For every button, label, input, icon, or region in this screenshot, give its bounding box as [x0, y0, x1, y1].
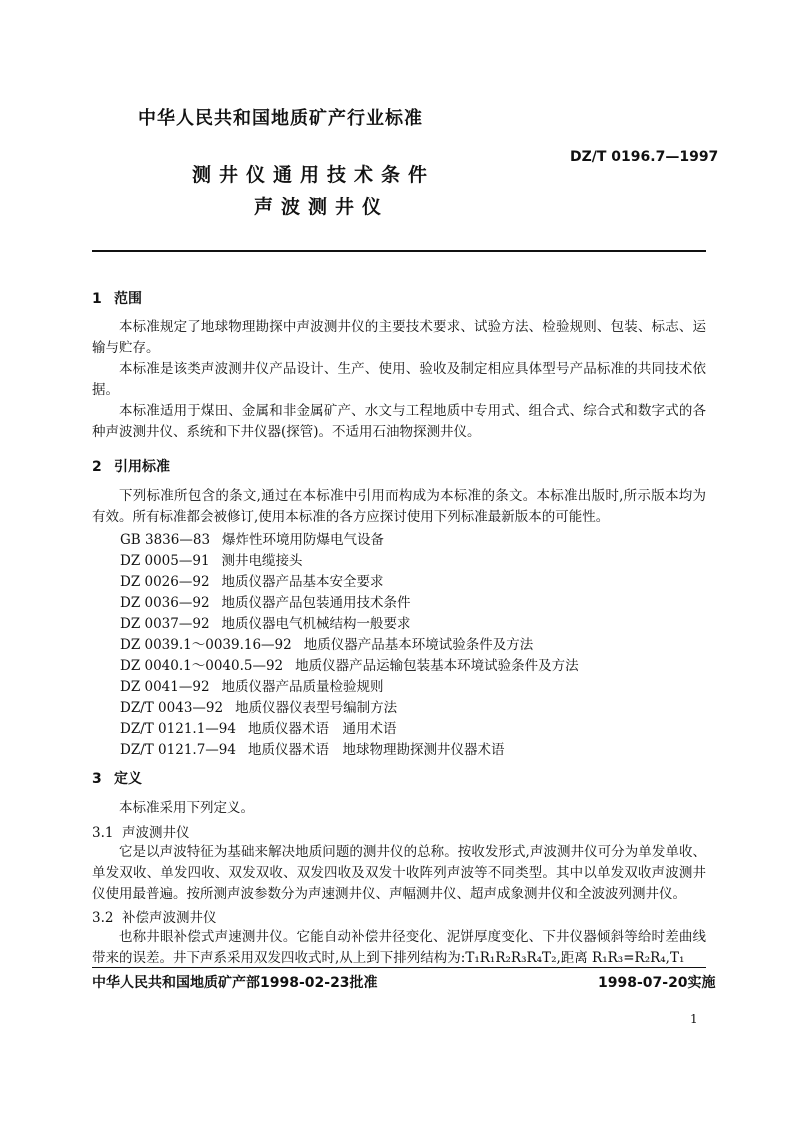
- paragraph: 本标准适用于煤田、金属和非金属矿产、水文与工程地质中专用式、组合式、综合式和数字式的各种声波测井仪、系统和下井仪器(探管)。不适用石油物探测井仪。: [92, 403, 706, 440]
- reference-title: 地质仪器电气机械结构一般要求: [221, 616, 411, 632]
- standard-category-heading: 中华人民共和国地质矿产行业标准: [138, 108, 423, 129]
- document-title: 测井仪通用技术条件: [192, 164, 436, 186]
- approval-note: 中华人民共和国地质矿产部1998-02-23批准: [92, 975, 378, 991]
- reference-code: DZ/T 0121.7—94: [120, 742, 236, 758]
- implementation-date: 1998-07-20实施: [598, 975, 716, 991]
- standard-code: DZ/T 0196.7—1997: [570, 149, 719, 165]
- reference-item: [120, 696, 397, 716]
- header-divider: [92, 250, 706, 252]
- subsection-heading: [92, 821, 190, 841]
- reference-item: [120, 528, 384, 548]
- reference-item: [120, 675, 384, 695]
- reference-title: 爆炸性环境用防爆电气设备: [222, 532, 385, 548]
- section-3-heading: [92, 768, 142, 788]
- paragraph: 下列标准所包含的条文,通过在本标准中引用而构成为本标准的条文。本标准出版时,所示版本均为有效。所有标准都会被修订,使用本标准的各方应探讨使用下列标准最新版本的可能性。: [92, 488, 706, 525]
- reference-code: DZ/T 0121.1—94: [120, 721, 236, 737]
- reference-code: DZ 0040.1～0040.5—92: [120, 658, 284, 674]
- paragraph: 也称井眼补偿式声速测井仪。它能自动补偿井径变化、泥饼厚度变化、下井仪器倾斜等给时差曲线带来的误差。井下声系采用双发四收式时,从上到下排列结构为:T₁R₁R₂R₃R₄T₂,距离 R₁R₃=R₂R₄,T₁: [92, 929, 706, 966]
- reference-code: DZ 0039.1～0039.16—92: [120, 637, 292, 653]
- reference-code: DZ 0026—92: [120, 574, 210, 590]
- section-number: 3: [92, 771, 102, 787]
- reference-title: 地质仪器术语 通用术语: [247, 721, 397, 737]
- section-title: 范围: [114, 291, 142, 307]
- reference-code: DZ 0037—92: [120, 616, 210, 632]
- reference-code: DZ 0005—91: [120, 553, 210, 569]
- subsection-title: 补偿声波测井仪: [122, 910, 217, 926]
- reference-title: 地质仪器产品包装通用技术条件: [221, 595, 411, 611]
- reference-item: [120, 654, 579, 674]
- reference-code: GB 3836—83: [120, 532, 211, 548]
- reference-code: DZ/T 0043—92: [120, 700, 224, 716]
- reference-code: DZ 0041—92: [120, 679, 210, 695]
- section-title: 定义: [114, 771, 142, 787]
- document-subtitle: 声波测井仪: [254, 196, 390, 218]
- subsection-number: 3.1: [92, 825, 114, 841]
- reference-title: 地质仪器产品基本环境试验条件及方法: [303, 637, 534, 653]
- subsection-heading: [92, 906, 217, 926]
- subsection-title: 声波测井仪: [122, 825, 190, 841]
- reference-item: [120, 738, 504, 758]
- reference-item: [120, 717, 396, 737]
- reference-item: [120, 612, 411, 632]
- section-1-heading: [92, 288, 142, 308]
- reference-title: 地质仪器产品基本安全要求: [221, 574, 384, 590]
- subsection-number: 3.2: [92, 910, 114, 926]
- reference-code: DZ 0036—92: [120, 595, 210, 611]
- reference-title: 地质仪器术语 地球物理勘探测井仪器术语: [247, 742, 505, 758]
- paragraph: 本标准采用下列定义。: [119, 800, 254, 816]
- section-title: 引用标准: [114, 459, 170, 475]
- section-number: 2: [92, 459, 102, 475]
- section-number: 1: [92, 291, 102, 307]
- page-number: 1: [690, 1012, 698, 1026]
- section-2-heading: [92, 456, 170, 476]
- reference-item: [120, 570, 384, 590]
- paragraph: 本标准是该类声波测井仪产品设计、生产、使用、验收及制定相应具体型号产品标准的共同技术依据。: [92, 361, 706, 398]
- reference-item: [120, 549, 303, 569]
- reference-item: [120, 633, 533, 653]
- reference-item: [120, 591, 411, 611]
- reference-title: 测井电缆接头: [221, 553, 303, 569]
- reference-title: 地质仪器仪表型号编制方法: [235, 700, 398, 716]
- footer-divider: [92, 967, 706, 968]
- paragraph: 本标准规定了地球物理勘探中声波测井仪的主要技术要求、试验方法、检验规则、包装、标志、运输与贮存。: [92, 319, 706, 356]
- reference-title: 地质仪器产品质量检验规则: [221, 679, 384, 695]
- paragraph: 它是以声波特征为基础来解决地质问题的测井仪的总称。按收发形式,声波测井仪可分为单发单收、单发双收、单发四收、双发双收、双发四收及双发十收阵列声波等不同类型。其中以单发双收声波测井仪使用最普遍。按所测声波参数分为声速测井仪、声幅测井仪、超声成象测井仪和全波波列测井仪。: [92, 844, 706, 902]
- reference-title: 地质仪器产品运输包装基本环境试验条件及方法: [295, 658, 579, 674]
